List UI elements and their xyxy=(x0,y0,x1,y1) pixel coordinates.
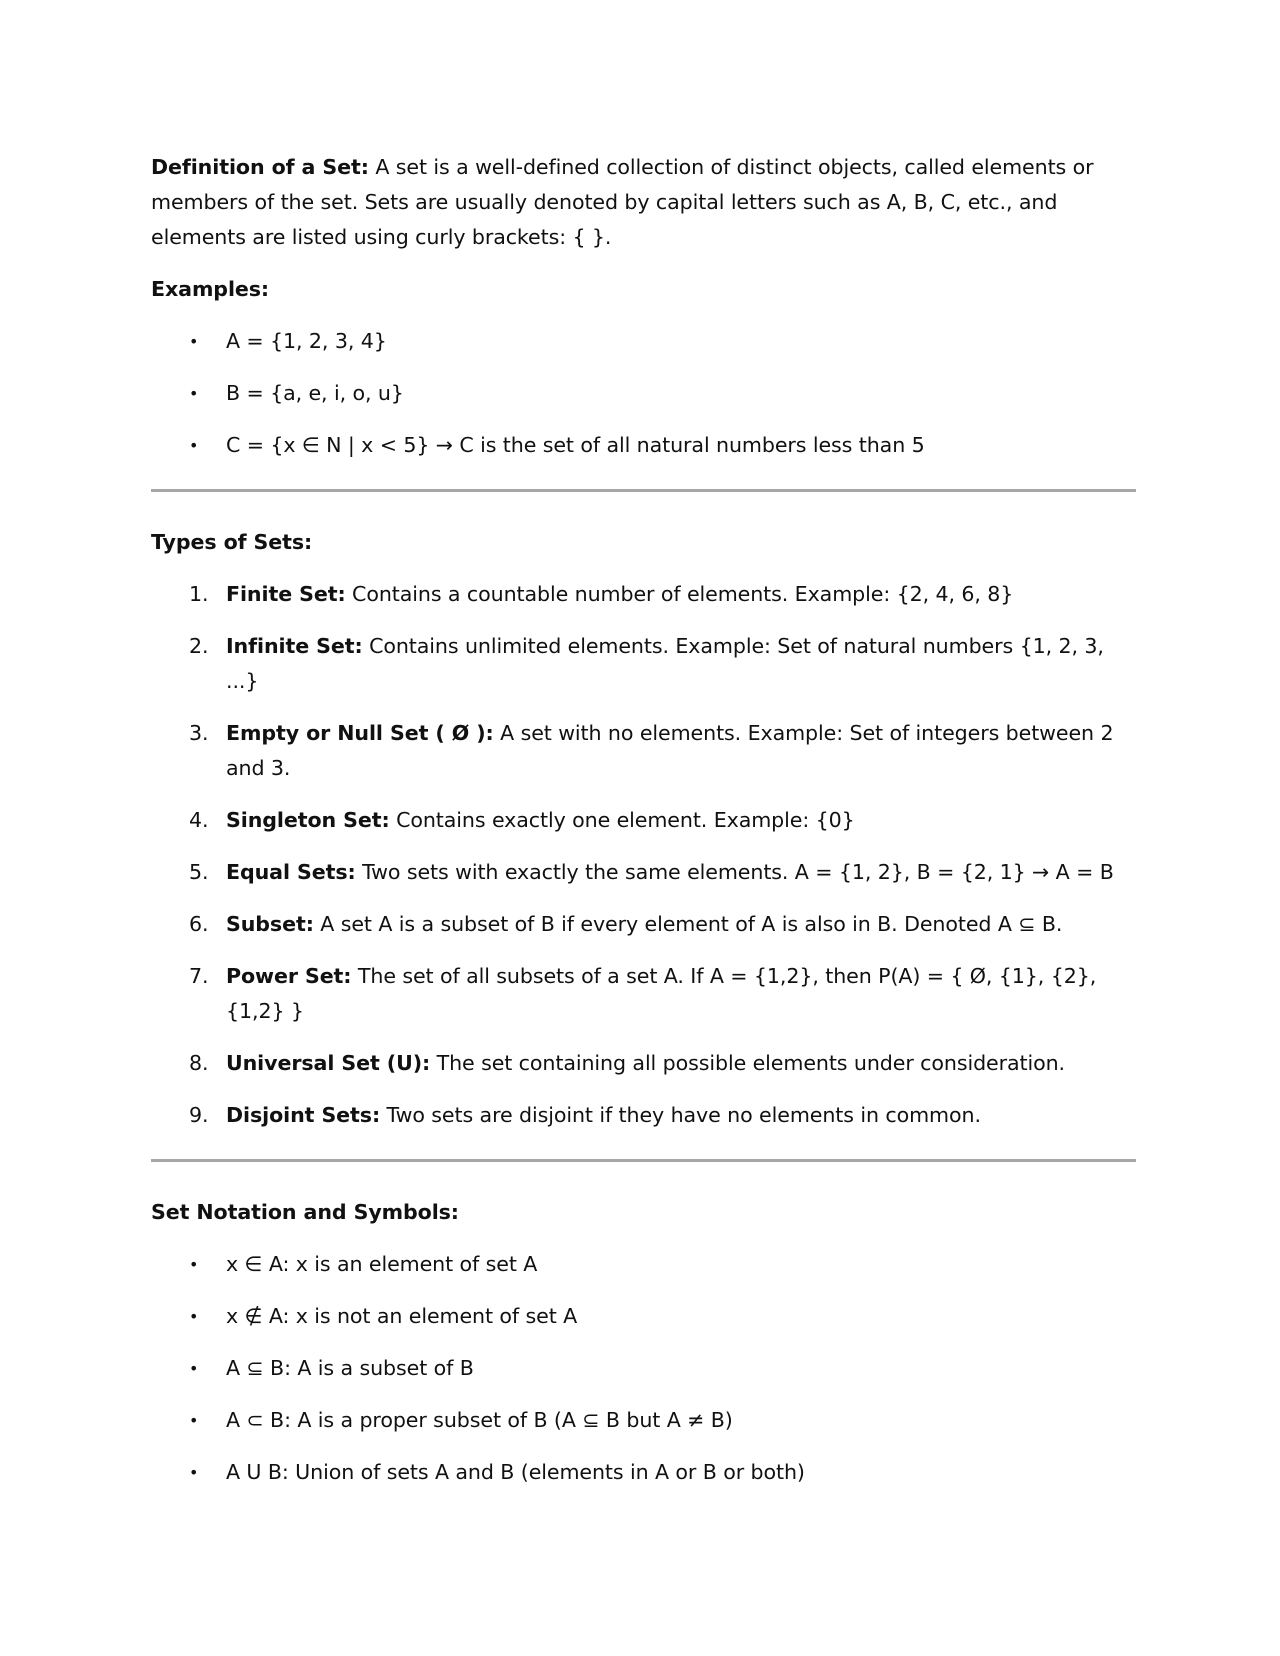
item-text: Contains exactly one element. Example: {0} xyxy=(389,808,855,832)
item-text: The set of all subsets of a set A. If A = {1,2}, then P(A) = { Ø, {1}, {2}, {1,2} } xyxy=(226,964,1097,1023)
bullet-icon: • xyxy=(189,1463,199,1482)
bullet-icon: • xyxy=(189,1307,199,1326)
list-item xyxy=(151,855,1136,890)
definition-paragraph xyxy=(151,150,1136,255)
bullet-icon: • xyxy=(189,384,199,403)
section-divider xyxy=(151,1159,1136,1162)
list-item xyxy=(151,1455,1136,1490)
example-text: A = {1, 2, 3, 4} xyxy=(226,329,387,353)
bullet-icon: • xyxy=(189,332,199,351)
list-item xyxy=(151,577,1136,612)
item-text: Two sets are disjoint if they have no elements in common. xyxy=(380,1103,981,1127)
list-item xyxy=(151,803,1136,838)
section-divider xyxy=(151,489,1136,492)
list-item xyxy=(151,1403,1136,1438)
notation-text: A ⊆ B: A is a subset of B xyxy=(226,1356,474,1380)
list-item xyxy=(151,1351,1136,1386)
document-page xyxy=(151,150,1136,1507)
item-term: Equal Sets: xyxy=(226,860,356,884)
notation-list xyxy=(151,1247,1136,1490)
item-text: A set A is a subset of B if every element of A is also in B. Denoted A ⊆ B. xyxy=(313,912,1063,936)
list-item xyxy=(151,324,1136,359)
list-item xyxy=(151,716,1136,786)
notation-heading: Set Notation and Symbols: xyxy=(151,1200,459,1224)
item-term: Universal Set (U): xyxy=(226,1051,431,1075)
item-number: 8. xyxy=(189,1051,209,1075)
bullet-icon: • xyxy=(189,1359,199,1378)
item-text: Contains unlimited elements. Example: Set of natural numbers {1, 2, 3, ...} xyxy=(226,634,1104,693)
item-number: 1. xyxy=(189,582,209,606)
item-number: 5. xyxy=(189,860,209,884)
bullet-icon: • xyxy=(189,1255,199,1274)
notation-text: A ⊂ B: A is a proper subset of B (A ⊆ B but A ≠ B) xyxy=(226,1408,733,1432)
item-term: Empty or Null Set ( Ø ): xyxy=(226,721,494,745)
item-text: A set with no elements. Example: Set of integers between 2 and 3. xyxy=(226,721,1114,780)
item-text: The set containing all possible elements under consideration. xyxy=(430,1051,1065,1075)
item-text: Contains a countable number of elements. Example: {2, 4, 6, 8} xyxy=(345,582,1014,606)
definition-text: A set is a well-defined collection of distinct objects, called elements or members of the set. Sets are usually denoted by capital letters such as A, B, C, etc., and elements are listed using curly brackets: { }. xyxy=(151,155,1094,249)
item-number: 4. xyxy=(189,808,209,832)
item-number: 7. xyxy=(189,964,209,988)
item-number: 6. xyxy=(189,912,209,936)
list-item xyxy=(151,907,1136,942)
types-list xyxy=(151,577,1136,1133)
item-term: Power Set: xyxy=(226,964,352,988)
bullet-icon: • xyxy=(189,1411,199,1430)
item-number: 3. xyxy=(189,721,209,745)
notation-text: A U B: Union of sets A and B (elements in A or B or both) xyxy=(226,1460,805,1484)
examples-heading: Examples: xyxy=(151,277,270,301)
notation-text: x ∉ A: x is not an element of set A xyxy=(226,1304,578,1328)
list-item xyxy=(151,1046,1136,1081)
list-item xyxy=(151,1247,1136,1282)
list-item xyxy=(151,428,1136,463)
item-term: Singleton Set: xyxy=(226,808,390,832)
item-term: Subset: xyxy=(226,912,314,936)
item-term: Disjoint Sets: xyxy=(226,1103,381,1127)
list-item xyxy=(151,1299,1136,1334)
list-item xyxy=(151,629,1136,699)
item-term: Finite Set: xyxy=(226,582,346,606)
item-number: 2. xyxy=(189,634,209,658)
types-heading: Types of Sets: xyxy=(151,530,313,554)
list-item xyxy=(151,376,1136,411)
example-text: C = {x ∈ N | x < 5} → C is the set of all natural numbers less than 5 xyxy=(226,433,925,457)
definition-label: Definition of a Set: xyxy=(151,155,369,179)
item-text: Two sets with exactly the same elements. A = {1, 2}, B = {2, 1} → A = B xyxy=(355,860,1114,884)
example-text: B = {a, e, i, o, u} xyxy=(226,381,404,405)
notation-text: x ∈ A: x is an element of set A xyxy=(226,1252,538,1276)
bullet-icon: • xyxy=(189,436,199,455)
item-term: Infinite Set: xyxy=(226,634,363,658)
list-item xyxy=(151,1098,1136,1133)
examples-list xyxy=(151,324,1136,463)
list-item xyxy=(151,959,1136,1029)
item-number: 9. xyxy=(189,1103,209,1127)
